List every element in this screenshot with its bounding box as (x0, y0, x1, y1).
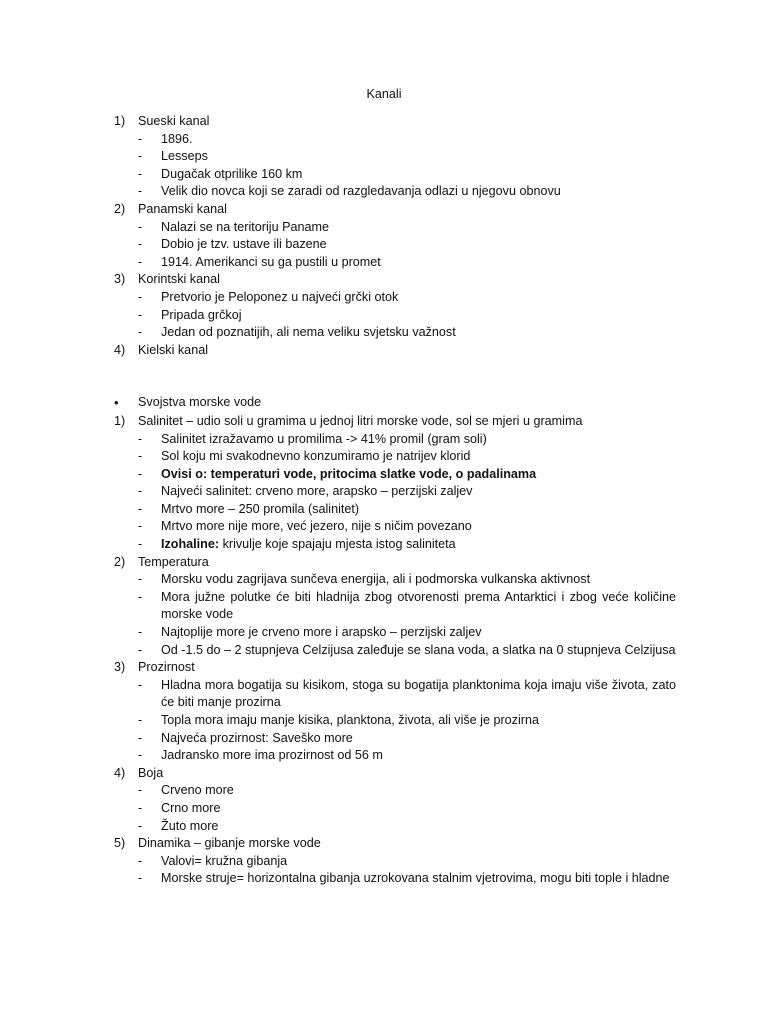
dash-marker: - (138, 325, 143, 340)
kanal-korintski (114, 271, 676, 341)
list-item-label: Salinitet – udio soli u gramima u jednoj litri morske vode, sol se mjeri u gramima (138, 413, 583, 428)
list-item: Najveći salinitet: crveno more, arapsko – perzijski zaljev (161, 484, 473, 499)
list-item: Jadransko more ima prozirnost od 56 m (161, 748, 383, 763)
list-number: 2) (114, 201, 126, 216)
document-body (114, 113, 676, 888)
dash-marker: - (138, 572, 143, 587)
list-item: Jedan od poznatijih, ali nema veliku svjetsku važnost (161, 325, 456, 340)
list-item: Hladna mora bogatija su kisikom, stoga su bogatija planktonima koja imaju više života, zato će biti manje prozirna (161, 677, 676, 710)
list-item: Najtoplije more je crveno more i arapsko – perzijski zaljev (161, 625, 482, 640)
list-item: Dobio je tzv. ustave ili bazene (161, 237, 327, 252)
list-number: 4) (114, 765, 126, 780)
section-heading-text: Svojstva morske vode (138, 395, 262, 410)
list-item-label: Boja (138, 765, 164, 780)
list-item: Pripada grčkoj (161, 307, 242, 322)
svojstvo-prozirnost (114, 659, 676, 765)
list-item: 1896. (161, 131, 193, 146)
list-number: 2) (114, 554, 126, 569)
list-item: Sol koju mi svakodnevno konzumiramo je natrijev klorid (161, 449, 471, 464)
list-item-izohaline (161, 536, 676, 554)
dash-marker: - (138, 871, 143, 886)
svojstvo-salinitet (114, 413, 676, 554)
list-item-label: Prozirnost (138, 660, 195, 675)
list-item: Crveno more (161, 783, 234, 798)
dash-marker: - (138, 149, 143, 164)
svojstvo-temperatura (114, 554, 676, 660)
list-item-label: Dinamika – gibanje morske vode (138, 836, 321, 851)
list-item: Pretvorio je Peloponez u najveći grčki otok (161, 289, 399, 304)
list-item: Morske struje= horizontalna gibanja uzrokovana stalnim vjetrovima, mogu biti tople i hladne (161, 871, 670, 886)
list-number: 3) (114, 272, 126, 287)
list-number: 4) (114, 342, 126, 357)
list-item: Morsku vodu zagrijava sunčeva energija, ali i podmorska vulkanska aktivnost (161, 572, 591, 587)
section-heading (114, 394, 676, 413)
dash-marker: - (138, 131, 143, 146)
dash-marker: - (138, 431, 143, 446)
spacer (114, 359, 676, 394)
list-number: 3) (114, 660, 126, 675)
dash-marker: - (138, 730, 143, 745)
dash-marker: - (138, 589, 143, 604)
list-item: Crno more (161, 800, 221, 815)
list-number: 1) (114, 413, 126, 428)
svojstvo-dinamika (114, 835, 676, 888)
dash-marker: - (138, 501, 143, 516)
dash-marker: - (138, 800, 143, 815)
list-item: Velik dio novca koji se zaradi od razgledavanja odlazi u njegovu obnovu (161, 184, 561, 199)
list-item: Valovi= kružna gibanja (161, 853, 288, 868)
dash-marker: - (138, 289, 143, 304)
dash-marker: - (138, 307, 143, 322)
list-item: Od -1.5 do – 2 stupnjeva Celzijusa zaleđuje se slana voda, a slatka na 0 stupnjeva Celzijusa (161, 642, 676, 657)
dash-marker: - (138, 219, 143, 234)
svojstvo-boja (114, 765, 676, 835)
list-item: Žuto more (161, 818, 219, 833)
dash-marker: - (138, 642, 143, 657)
list-item: 1914. Amerikanci su ga pustili u promet (161, 254, 381, 269)
dash-marker: - (138, 818, 143, 833)
dash-marker: - (138, 449, 143, 464)
dash-marker: - (138, 783, 143, 798)
dash-marker: - (138, 166, 143, 181)
list-number: 5) (114, 836, 126, 851)
dash-marker: - (138, 484, 143, 499)
list-item: Najveća prozirnost: Saveško more (161, 730, 353, 745)
dash-marker: - (138, 677, 143, 692)
izohaline-definition: krivulje koje spajaju mjesta istog saliniteta (219, 537, 456, 552)
list-item-label: Kielski kanal (138, 342, 208, 357)
kanal-panamski (114, 201, 676, 271)
dash-marker: - (138, 466, 143, 481)
izohaline-term: Izohaline: (161, 537, 220, 552)
list-item-label: Korintski kanal (138, 272, 220, 287)
kanal-sueski (114, 113, 676, 201)
list-item: Lesseps (161, 149, 208, 164)
list-item: Nalazi se na teritoriju Paname (161, 219, 329, 234)
list-item-bold: Ovisi o: temperaturi vode, pritocima slatke vode, o padalinama (161, 466, 537, 481)
kanal-kielski (114, 342, 676, 360)
dash-marker: - (138, 537, 143, 552)
page-title: Kanali (366, 87, 402, 101)
list-item: Salinitet izražavamo u promilima -> 41% promil (gram soli) (161, 431, 487, 446)
dash-marker: - (138, 853, 143, 868)
list-item: Dugačak otprilike 160 km (161, 166, 303, 181)
dash-marker: - (138, 184, 143, 199)
dash-marker: - (138, 748, 143, 763)
dash-marker: - (138, 519, 143, 534)
list-number: 1) (114, 114, 126, 128)
list-item: Topla mora imaju manje kisika, planktona, života, ali više je prozirna (161, 713, 539, 727)
list-item: Mrtvo more – 250 promila (salinitet) (161, 501, 360, 516)
bullet-icon (114, 394, 138, 413)
list-item: Mora južne polutke će biti hladnija zbog otvorenosti prema Antarktici i zbog veće količine morske vode (161, 589, 676, 622)
dash-marker: - (138, 254, 143, 269)
list-item-label: Panamski kanal (138, 201, 227, 216)
dash-marker: - (138, 237, 143, 252)
list-item-label: Sueski kanal (138, 114, 210, 128)
dash-marker: - (138, 713, 143, 727)
dash-marker: - (138, 625, 143, 640)
list-item: Mrtvo more nije more, već jezero, nije s ničim povezano (161, 519, 472, 534)
list-item-label: Temperatura (138, 554, 209, 569)
